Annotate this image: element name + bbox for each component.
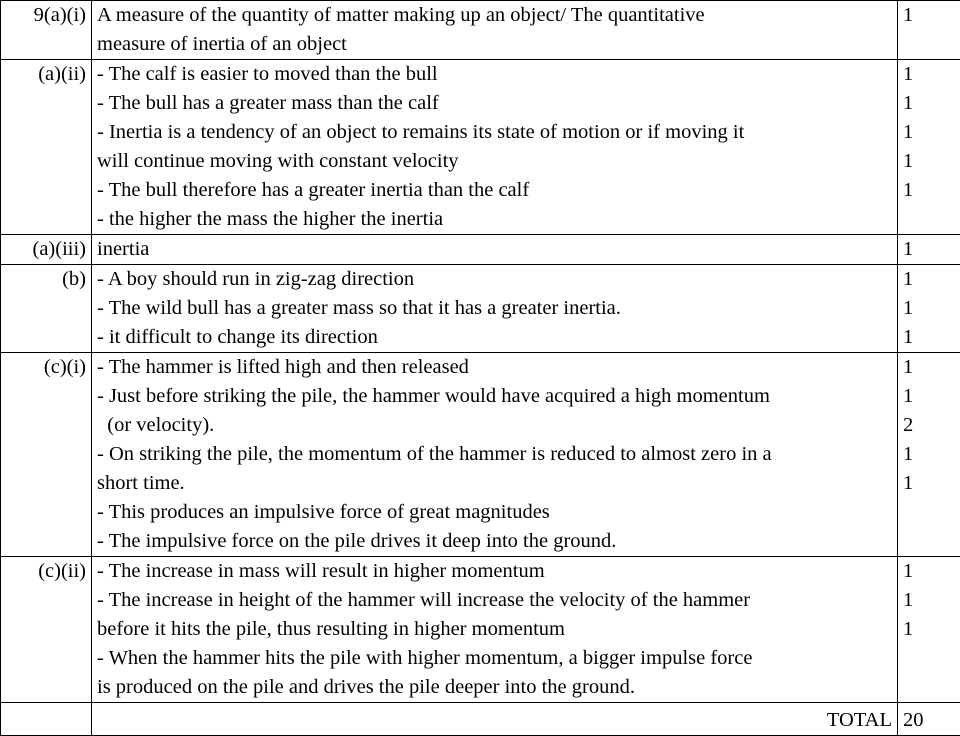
marks-cell (898, 353, 960, 557)
mark-value: 1 (903, 294, 960, 323)
mark-value: 1 (903, 235, 960, 264)
total-question-cell (1, 703, 92, 736)
total-label: TOTAL (97, 703, 892, 735)
mark-value: 1 (903, 557, 960, 586)
question-number-cell (1, 235, 92, 265)
answer-line: inertia (97, 235, 892, 264)
answer-line: (or velocity). (97, 411, 892, 440)
answer-line: - Just before striking the pile, the hammer would have acquired a high momentum (97, 382, 892, 411)
answer-line: - The calf is easier to moved than the bull (97, 60, 892, 89)
marks-cell (898, 557, 960, 703)
mark-value: 1 (903, 265, 960, 294)
answer-line: - The bull therefore has a greater inertia than the calf (97, 176, 892, 205)
marking-scheme-body (1, 1, 960, 703)
table-row (1, 235, 960, 265)
mark-value: 1 (903, 176, 960, 205)
answer-line: - The hammer is lifted high and then released (97, 353, 892, 382)
question-number: 9(a)(i) (6, 1, 86, 30)
mark-value: 1 (903, 147, 960, 176)
answer-cell (92, 235, 898, 265)
mark-value: 1 (903, 60, 960, 89)
question-number: (a)(ii) (6, 60, 86, 89)
table-row (1, 265, 960, 353)
answer-cell (92, 353, 898, 557)
answer-line: - This produces an impulsive force of great magnitudes (97, 498, 892, 527)
marks-cell (898, 265, 960, 353)
answer-cell (92, 60, 898, 235)
mark-value: 1 (903, 1, 960, 30)
total-row (1, 703, 960, 736)
mark-value: 1 (903, 382, 960, 411)
answer-cell (92, 265, 898, 353)
question-number-cell (1, 1, 92, 60)
mark-value: 1 (903, 89, 960, 118)
table-row (1, 557, 960, 703)
question-number: (a)(iii) (6, 235, 86, 264)
table-row (1, 353, 960, 557)
marks-cell (898, 1, 960, 60)
answer-cell (92, 1, 898, 60)
mark-value: 1 (903, 323, 960, 352)
total-value-cell (898, 703, 960, 736)
answer-line: - Inertia is a tendency of an object to remains its state of motion or if moving it (97, 118, 892, 147)
answer-line: - A boy should run in zig-zag direction (97, 265, 892, 294)
marks-cell (898, 60, 960, 235)
question-number-cell (1, 353, 92, 557)
mark-value: 1 (903, 469, 960, 498)
answer-line: - The impulsive force on the pile drives it deep into the ground. (97, 527, 892, 556)
answer-line: before it hits the pile, thus resulting in higher momentum (97, 615, 892, 644)
answer-line: short time. (97, 469, 892, 498)
answer-cell (92, 557, 898, 703)
mark-value: 1 (903, 586, 960, 615)
total-value: 20 (903, 703, 960, 735)
table-row (1, 60, 960, 235)
question-number-cell (1, 60, 92, 235)
answer-line: is produced on the pile and drives the pile deeper into the ground. (97, 673, 892, 702)
answer-line: - The increase in height of the hammer will increase the velocity of the hammer (97, 586, 892, 615)
mark-value: 2 (903, 411, 960, 440)
question-number: (b) (6, 265, 86, 294)
answer-line: - The wild bull has a greater mass so that it has a greater inertia. (97, 294, 892, 323)
answer-line: measure of inertia of an object (97, 30, 892, 59)
answer-line: - When the hammer hits the pile with higher momentum, a bigger impulse force (97, 644, 892, 673)
table-row (1, 1, 960, 60)
answer-line: - the higher the mass the higher the inertia (97, 205, 892, 234)
mark-value: 1 (903, 615, 960, 644)
answer-line: will continue moving with constant velocity (97, 147, 892, 176)
answer-line: - The bull has a greater mass than the calf (97, 89, 892, 118)
answer-line: - it difficult to change its direction (97, 323, 892, 352)
question-number: (c)(i) (6, 353, 86, 382)
answer-line: - The increase in mass will result in higher momentum (97, 557, 892, 586)
answer-line: - On striking the pile, the momentum of the hammer is reduced to almost zero in a (97, 440, 892, 469)
question-number-cell (1, 557, 92, 703)
mark-value: 1 (903, 118, 960, 147)
marks-cell (898, 235, 960, 265)
question-number: (c)(ii) (6, 557, 86, 586)
mark-value: 1 (903, 440, 960, 469)
answer-line: A measure of the quantity of matter making up an object/ The quantitative (97, 1, 892, 30)
mark-value: 1 (903, 353, 960, 382)
question-number-cell (1, 265, 92, 353)
total-label-cell (92, 703, 898, 736)
